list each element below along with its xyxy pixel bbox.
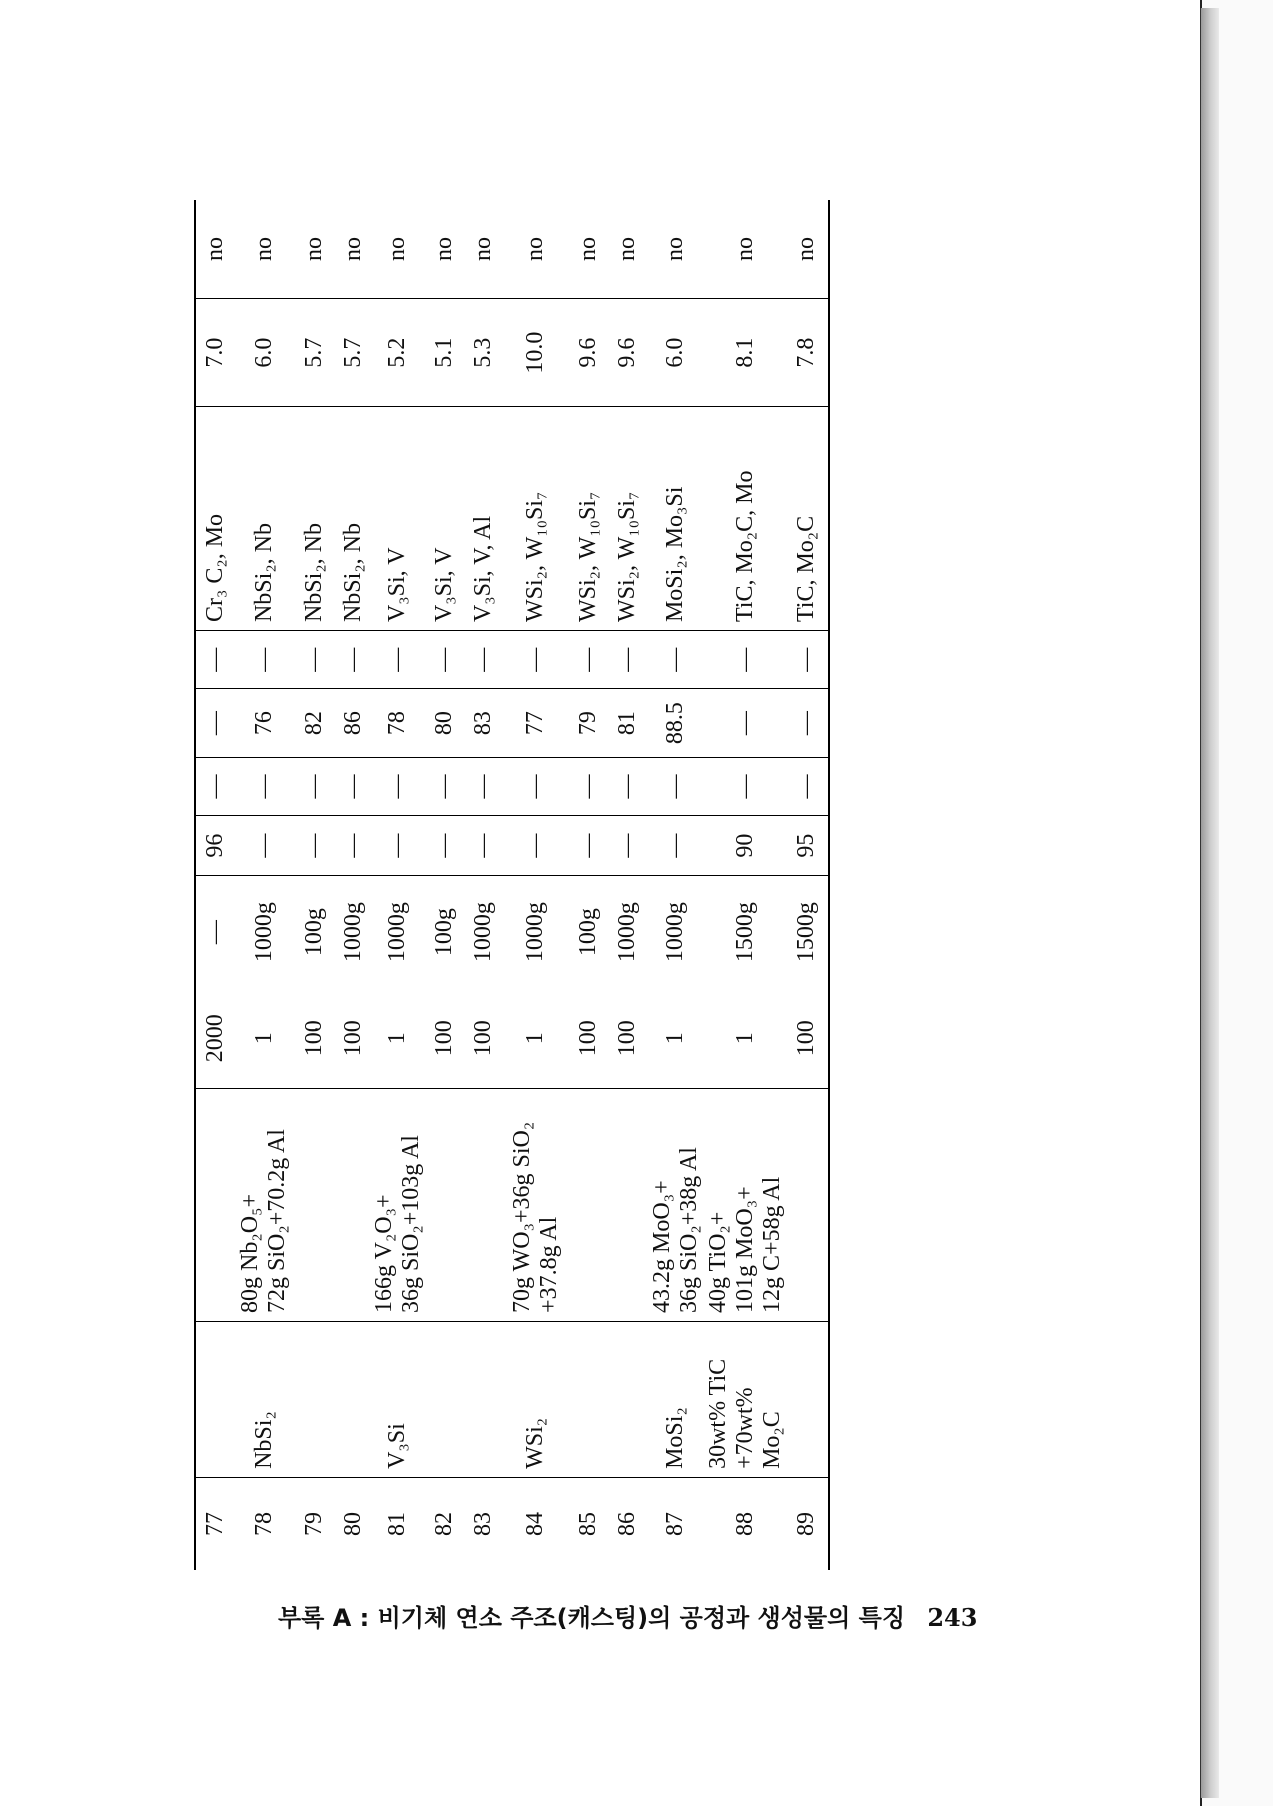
- table-row: [785, 200, 829, 1570]
- cell-col-b: —: [195, 757, 235, 815]
- cell-mass: 1500g: [731, 902, 758, 963]
- table-row: [647, 200, 705, 1570]
- cell-product: WSi₂: [503, 1321, 569, 1477]
- cell-mass: 1000g: [614, 902, 641, 963]
- cell-line: Mo₂C: [758, 1411, 785, 1469]
- cell-col-a: —: [465, 816, 503, 876]
- cell-value: 7.0: [195, 298, 235, 406]
- cell-pressure: 100: [614, 1020, 641, 1057]
- table-row: [371, 200, 425, 1570]
- cell-recipe: [371, 1089, 425, 1322]
- cell-col-b: —: [503, 757, 569, 815]
- cell-col-d: —: [235, 631, 293, 689]
- cell-flag: no: [425, 200, 465, 298]
- cell-product: [609, 1321, 647, 1477]
- cell-pressure: 1: [731, 1032, 758, 1045]
- cell-product: [195, 1321, 235, 1477]
- cell-value: 5.7: [335, 298, 371, 406]
- cell-product: V₃Si: [371, 1321, 425, 1477]
- cell-flag: no: [465, 200, 503, 298]
- cell-col-c: 88.5: [647, 689, 705, 757]
- cell-pressure: 100: [300, 1020, 327, 1057]
- cell-col-c: —: [785, 689, 829, 757]
- cell-product: [293, 1321, 335, 1477]
- cell-recipe: [503, 1089, 569, 1322]
- page-footer: [278, 1598, 998, 1633]
- cell-pressure: 1: [522, 1032, 549, 1045]
- cell-flag: no: [785, 200, 829, 298]
- cell-recipe: [195, 1089, 235, 1322]
- cell-mass: 100g: [300, 908, 327, 957]
- cell-recipe: [609, 1089, 647, 1322]
- cell-recipe: [647, 1089, 705, 1322]
- table-row: [569, 200, 609, 1570]
- cell-col-d: —: [569, 631, 609, 689]
- cell-pressure: 100: [470, 1020, 497, 1057]
- cell-product: [705, 1321, 786, 1477]
- cell-recipe: [785, 1089, 829, 1322]
- cell-recipe: [425, 1089, 465, 1322]
- cell-col-a: —: [371, 816, 425, 876]
- cell-flag: no: [569, 200, 609, 298]
- cell-phases: WSi₂, W₁₀Si₇: [609, 407, 647, 631]
- cell-product: [335, 1321, 371, 1477]
- cell-line: 12g C+58g Al: [758, 1176, 785, 1313]
- cell-value: 5.3: [465, 298, 503, 406]
- cell-number: 80: [335, 1477, 371, 1570]
- cell-line: 70g WO₃+36g SiO₂: [508, 1121, 535, 1313]
- cell-flag: no: [609, 200, 647, 298]
- cell-col-d: —: [425, 631, 465, 689]
- cell-col-d: —: [647, 631, 705, 689]
- cell-value: 5.2: [371, 298, 425, 406]
- cell-phases: V₃Si, V: [425, 407, 465, 631]
- cell-line: 80g Nb₂O₅+: [237, 1194, 264, 1313]
- cell-pressure: 100: [793, 1020, 820, 1057]
- cell-number: 88: [705, 1477, 786, 1570]
- table-row: [465, 200, 503, 1570]
- cell-number: 79: [293, 1477, 335, 1570]
- cell-col-a: —: [647, 816, 705, 876]
- cell-col-c: —: [705, 689, 786, 757]
- cell-phases: MoSi₂, Mo₃Si: [647, 407, 705, 631]
- cell-phases: V₃Si, V: [371, 407, 425, 631]
- table-row: [235, 200, 293, 1570]
- cell-flag: no: [195, 200, 235, 298]
- cell-number: 85: [569, 1477, 609, 1570]
- cell-phases: V₃Si, V, Al: [465, 407, 503, 631]
- cell-flag: no: [371, 200, 425, 298]
- cell-col-c: 81: [609, 689, 647, 757]
- cell-phases: NbSi₂, Nb: [335, 407, 371, 631]
- cell-col-b: —: [705, 757, 786, 815]
- cell-pressure: 100: [575, 1020, 602, 1057]
- cell-value: 9.6: [609, 298, 647, 406]
- cell-col-c: 77: [503, 689, 569, 757]
- cell-recipe: [569, 1089, 609, 1322]
- cell-col-c: 79: [569, 689, 609, 757]
- cell-col-d: —: [293, 631, 335, 689]
- table-row: [609, 200, 647, 1570]
- cell-line: 36g SiO₂+103g Al: [397, 1135, 424, 1313]
- cell-col-d: —: [503, 631, 569, 689]
- cell-col-c: 76: [235, 689, 293, 757]
- cell-value: 8.1: [705, 298, 786, 406]
- cell-col-d: —: [465, 631, 503, 689]
- cell-mass: 1000g: [250, 902, 277, 963]
- cell-col-b: —: [425, 757, 465, 815]
- cell-mass: 1000g: [470, 902, 497, 963]
- cell-product: [425, 1321, 465, 1477]
- cell-value: 6.0: [235, 298, 293, 406]
- running-title: 부록 A : 비기체 연소 주조(캐스팅)의 공정과 생성물의 특징: [278, 1604, 905, 1632]
- cell-line: +37.8g Al: [535, 1216, 562, 1313]
- cell-line: 166g V₂O₃+: [371, 1194, 397, 1313]
- cell-col-b: —: [371, 757, 425, 815]
- cell-col-d: —: [335, 631, 371, 689]
- cell-col-b: —: [609, 757, 647, 815]
- cell-pressure: 1: [384, 1032, 411, 1045]
- cell-flag: no: [705, 200, 786, 298]
- cell-col-c: 86: [335, 689, 371, 757]
- cell-value: 10.0: [503, 298, 569, 406]
- cell-value: 9.6: [569, 298, 609, 406]
- cell-col-a: —: [569, 816, 609, 876]
- table-row: [705, 200, 786, 1570]
- cell-value: 6.0: [647, 298, 705, 406]
- cell-col-b: —: [465, 757, 503, 815]
- cell-line: 43.2g MoO₃+: [648, 1180, 675, 1313]
- cell-phases: NbSi₂, Nb: [293, 407, 335, 631]
- cell-phases: TiC, Mo₂C: [785, 407, 829, 631]
- cell-col-b: —: [785, 757, 829, 815]
- cell-col-b: —: [569, 757, 609, 815]
- cell-product: MoSi₂: [647, 1321, 705, 1477]
- cell-mass: —: [202, 920, 229, 945]
- table-row: [425, 200, 465, 1570]
- page-edge: [1200, 8, 1219, 1798]
- cell-col-b: —: [335, 757, 371, 815]
- cell-col-a: —: [293, 816, 335, 876]
- cell-col-b: —: [647, 757, 705, 815]
- cell-col-d: —: [371, 631, 425, 689]
- cell-number: 89: [785, 1477, 829, 1570]
- cell-phases: Cr₃ C₂, Mo: [195, 407, 235, 631]
- cell-pressure: 100: [431, 1020, 458, 1057]
- cell-pressure: 2000: [202, 1014, 229, 1063]
- cell-recipe: [705, 1089, 786, 1322]
- cell-col-d: —: [609, 631, 647, 689]
- cell-col-a: 95: [785, 816, 829, 876]
- cell-number: 81: [371, 1477, 425, 1570]
- cell-col-b: —: [293, 757, 335, 815]
- cell-line: 30wt% TiC: [704, 1358, 731, 1469]
- cell-line: 72g SiO₂+70.2g Al: [264, 1129, 290, 1313]
- cell-number: 86: [609, 1477, 647, 1570]
- cell-mass: 1000g: [662, 902, 689, 963]
- cell-flag: no: [503, 200, 569, 298]
- cell-number: 78: [235, 1477, 293, 1570]
- cell-recipe: [235, 1089, 293, 1322]
- cell-col-a: —: [335, 816, 371, 876]
- rotated-table-container: [194, 200, 1010, 1570]
- cell-col-a: —: [609, 816, 647, 876]
- data-table: [194, 200, 830, 1570]
- cell-product: [785, 1321, 829, 1477]
- cell-value: 7.8: [785, 298, 829, 406]
- cell-col-a: —: [425, 816, 465, 876]
- cell-recipe: [293, 1089, 335, 1322]
- cell-recipe: [335, 1089, 371, 1322]
- cell-col-c: —: [195, 689, 235, 757]
- cell-phases: WSi₂, W₁₀Si₇: [569, 407, 609, 631]
- cell-mass: 1000g: [339, 902, 366, 963]
- cell-line: 40g TiO₂+: [704, 1211, 731, 1313]
- cell-number: 87: [647, 1477, 705, 1570]
- cell-line: 101g MoO₃+: [731, 1186, 758, 1313]
- cell-mass: 100g: [431, 908, 458, 957]
- cell-recipe: [465, 1089, 503, 1322]
- cell-product: NbSi₂: [235, 1321, 293, 1477]
- cell-flag: no: [647, 200, 705, 298]
- cell-pressure: 100: [339, 1020, 366, 1057]
- cell-flag: no: [293, 200, 335, 298]
- cell-col-a: 96: [195, 816, 235, 876]
- cell-col-d: —: [705, 631, 786, 689]
- data-table-body: [195, 200, 829, 1570]
- cell-value: 5.7: [293, 298, 335, 406]
- cell-mass: 1500g: [793, 902, 820, 963]
- cell-pressure: 1: [662, 1032, 689, 1045]
- cell-phases: NbSi₂, Nb: [235, 407, 293, 631]
- cell-col-c: 82: [293, 689, 335, 757]
- cell-col-c: 78: [371, 689, 425, 757]
- table-row: [503, 200, 569, 1570]
- cell-number: 84: [503, 1477, 569, 1570]
- cell-flag: no: [235, 200, 293, 298]
- cell-col-a: —: [503, 816, 569, 876]
- cell-phases: TiC, Mo₂C, Mo: [705, 407, 786, 631]
- cell-product: [465, 1321, 503, 1477]
- cell-number: 83: [465, 1477, 503, 1570]
- cell-col-a: —: [235, 816, 293, 876]
- page-number: 243: [927, 1603, 978, 1632]
- cell-pressure: 1: [250, 1032, 277, 1045]
- cell-col-d: —: [785, 631, 829, 689]
- cell-mass: 100g: [575, 908, 602, 957]
- table-row: [335, 200, 371, 1570]
- cell-col-c: 83: [465, 689, 503, 757]
- cell-number: 77: [195, 1477, 235, 1570]
- cell-mass: 1000g: [522, 902, 549, 963]
- cell-flag: no: [335, 200, 371, 298]
- cell-mass: 1000g: [384, 902, 411, 963]
- cell-number: 82: [425, 1477, 465, 1570]
- cell-col-a: 90: [705, 816, 786, 876]
- cell-product: [569, 1321, 609, 1477]
- cell-value: 5.1: [425, 298, 465, 406]
- cell-line: 36g SiO₂+38g Al: [675, 1147, 702, 1313]
- table-row: [293, 200, 335, 1570]
- cell-phases: WSi₂, W₁₀Si₇: [503, 407, 569, 631]
- table-row: [195, 200, 235, 1570]
- cell-col-c: 80: [425, 689, 465, 757]
- cell-line: +70wt%: [731, 1387, 758, 1469]
- cell-col-d: —: [195, 631, 235, 689]
- cell-col-b: —: [235, 757, 293, 815]
